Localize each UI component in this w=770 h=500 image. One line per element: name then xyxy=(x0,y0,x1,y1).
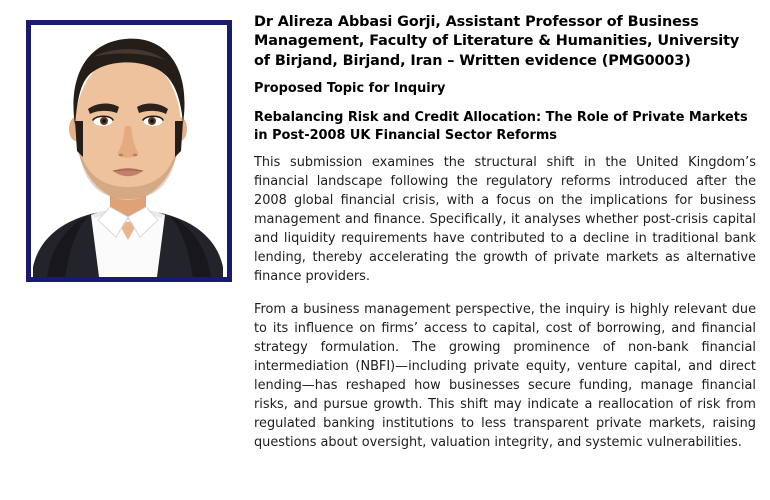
topic-heading: Rebalancing Risk and Credit Allocation: The Role of Private Markets in Post-2008 UK Financial Sector Reforms xyxy=(254,110,748,143)
page-title: Dr Alireza Abbasi Gorji, Assistant Professor of Business Management, Faculty of Literature & Humanities, University of Birjand, Birjand, Iran – Written evidence (PMG0003) xyxy=(254,14,740,69)
photo-frame xyxy=(26,20,232,282)
paragraph-2: From a business management perspective, the inquiry is highly relevant due to its influence on firms’ access to capital, cost of borrowing, and financial strategy formulation. The growing prominence of non-bank financial intermediation (NBFI)—including private equity, venture capital, and direct lending—has reshaped how businesses secure funding, manage financial risks, and pursue growth. This shift may indicate a reallocation of risk from regulated banking institutions to less transparent private markets, raising questions about oversight, valuation integrity, and systemic vulnerabilities. xyxy=(254,302,756,451)
portrait-photo xyxy=(31,25,227,277)
section-heading: Proposed Topic for Inquiry xyxy=(254,81,446,97)
content-column xyxy=(254,13,756,466)
paragraph-1: This submission examines the structural shift in the United Kingdom’s financial landscape following the regulatory reforms introduced after the 2008 global financial crisis, with a focus on the implications for business management and finance. Specifically, it analyses whether post-crisis capital and liquidity requirements have contributed to a decline in traditional bank lending, thereby accelerating the growth of private markets as alternative finance providers. xyxy=(254,155,756,285)
